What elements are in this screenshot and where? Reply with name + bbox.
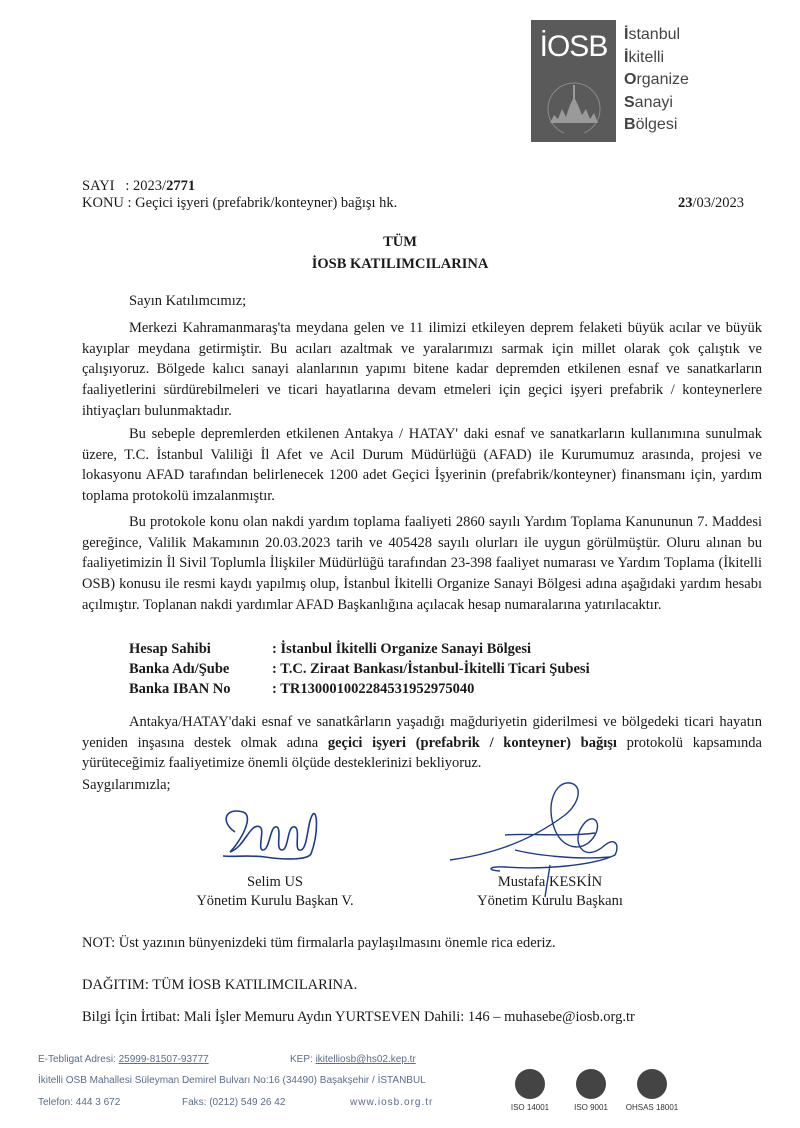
paragraph-3: Bu protokole konu olan nakdi yardım toplama faaliyeti 2860 sayılı Yardım Toplama Kanununun 7. Maddesi gereğince, Valilik Makamının 20.03.2023 tarih ve 405428 sayılı olurları ile uygun görülmüştür. Oluru alınan bu faaliyetimizin İl Sivil Toplumla İlişkiler Müdürlüğü tarafından 23-398 faaliyet numarası ve Yardım Toplama (İkitelli OSB) konusu ile resmi kaydı yapılmış olup, İstanbul İkitelli Organize Sanayi Bölgesi adına aşağıdaki yardım hesabı açılmıştır. Toplanan nakdi yardımlar AFAD Başkanlığına açılacak hesap numaralarına yatırılacaktır. [82,514,762,613]
konu-text: Geçici işyeri (prefabrik/konteyner) bağışı hk. [135,195,398,211]
addressee-line-1: TÜM [383,234,417,250]
right-signer-name: Mustafa KESKİN [497,874,603,890]
konu-line [82,193,397,213]
sayi-label: SAYI : 2023/ [82,178,167,194]
contact-info: Bilgi İçin İrtibat: Mali İşler Memuru Aydın YURTSEVEN Dahili: 146 – muhasebe@iosb.org.tr [82,1009,635,1025]
kep-link[interactable]: ikitelliosb@hs02.kep.tr [315,1054,416,1065]
footer-web[interactable]: www.iosb.org.tr [350,1097,434,1108]
note: NOT: Üst yazının bünyenizdeki tüm firmalarla paylaşılmasını önemle rica ederiz. [82,935,556,951]
right-signer-title: Yönetim Kurulu Başkanı [477,893,623,909]
bank-label-iban: Banka IBAN No [129,681,231,697]
cert-label-1: ISO 14001 [510,1103,550,1112]
logo-line-1: İstanbul [624,26,681,43]
etebligat-label: E-Tebligat Adresi: [38,1054,116,1065]
left-signer-name: Selim US [247,874,303,890]
addressee-line-2: İOSB KATILIMCILARINA [311,256,489,272]
closing: Saygılarımızla; [82,777,171,793]
paragraph-4-end: protokolü kapsamında yürüteceğimiz faaliyetimize önemli ölçüde desteklerinizi bekliyoruz. [82,734,762,772]
footer-address: İkitelli OSB Mahallesi Süleyman Demirel Bulvarı No:16 (34490) Başakşehir / İSTANBUL [38,1075,426,1086]
bank-label-owner: Hesap Sahibi [129,641,211,657]
left-signature-icon [215,802,335,864]
salutation: Sayın Katılımcımız; [129,293,247,309]
footer-fax: Faks: (0212) 549 26 42 [182,1097,286,1108]
date-day: 23 [678,195,693,211]
bank-value-owner: : İstanbul İkitelli Organize Sanayi Bölgesi [272,641,532,657]
date-rest: /03/2023 [692,195,745,211]
cert-label-2: ISO 9001 [574,1103,608,1112]
footer-phone: Telefon: 444 3 672 [38,1097,121,1108]
ohsas-18001-seal-icon [637,1069,667,1099]
distribution: DAĞITIM: TÜM İOSB KATILIMCILARINA. [82,977,358,993]
letter-date [678,193,744,213]
logo-line-5: Bölgesi [624,116,678,133]
paragraph-2: Bu sebeple depremlerden etkilenen Antakya / HATAY' daki esnaf ve sanatkarların kullanımına sunulmak üzere, T.C. İstanbul Valiliği İl Afet ve Acil Durum Müdürlüğü (AFAD) ile Kurumumuz arasında, projesi ve lokasyonu AFAD tarafından belirlenecek 1200 adet Geçici İşyerinin (prefabrik/konteyner) finansmanı için, yardım toplama protokolü imzalanmıştır. [82,426,762,505]
etebligat-link[interactable]: 25999-81507-93777 [118,1054,209,1065]
cert-label-3: OHSAS 18001 [625,1103,679,1112]
paragraph-1: Merkezi Kahramanmaraş'ta meydana gelen ve 11 ilimizi etkileyen deprem felaketi büyük acılar ve büyük kayıplar meydana getirmiştir. Bu acıları azaltmak ve yaralarımızı sarmak için millet olarak çok çalıştık ve çalışıyoruz. Bölgede kalıcı sanayi alanlarının yapımı bitene kadar depremden etkilenen esnaf ve sanatkarların faaliyetlerini sürdürebilmeleri ve ticari hayatlarına devam etmeleri için geçici işyeri prefabrik / konteynerlere ihtiyaçları bulunmaktadır. [82,320,762,419]
konu-label: KONU : [82,195,132,211]
paragraph-4 [82,712,762,774]
logo-line-2: İkitelli [624,48,665,66]
footer-etebligat [38,1054,209,1065]
logo-skyline-icon [540,75,608,133]
sayi-number: 2771 [166,178,196,194]
kep-label: KEP: [290,1054,313,1065]
footer-kep [290,1054,416,1065]
bank-value-branch: : T.C. Ziraat Bankası/İstanbul-İkitelli Ticari Şubesi [272,661,590,677]
logo-text: İOSB [539,30,608,63]
iso-14001-seal-icon [515,1069,545,1099]
logo-wordmark [624,24,689,137]
logo-line-3: Organize [624,71,689,88]
left-signer-title: Yönetim Kurulu Başkan V. [196,893,354,909]
bank-value-iban: : TR130001002284531952975040 [272,681,475,697]
logo-line-4: Sanayi [624,93,673,111]
iso-9001-seal-icon [576,1069,606,1099]
bank-label-branch: Banka Adı/Şube [129,661,230,677]
paragraph-4-bold: geçici işyeri (prefabrik / konteyner) bağışı [327,734,617,751]
paragraph-4-start: Antakya/HATAY'daki esnaf ve sanatkârların yaşadığı mağduriyetin giderilmesi ve bölgedeki ticari hayatın yeniden inşasına destek olmak adına [82,714,762,751]
